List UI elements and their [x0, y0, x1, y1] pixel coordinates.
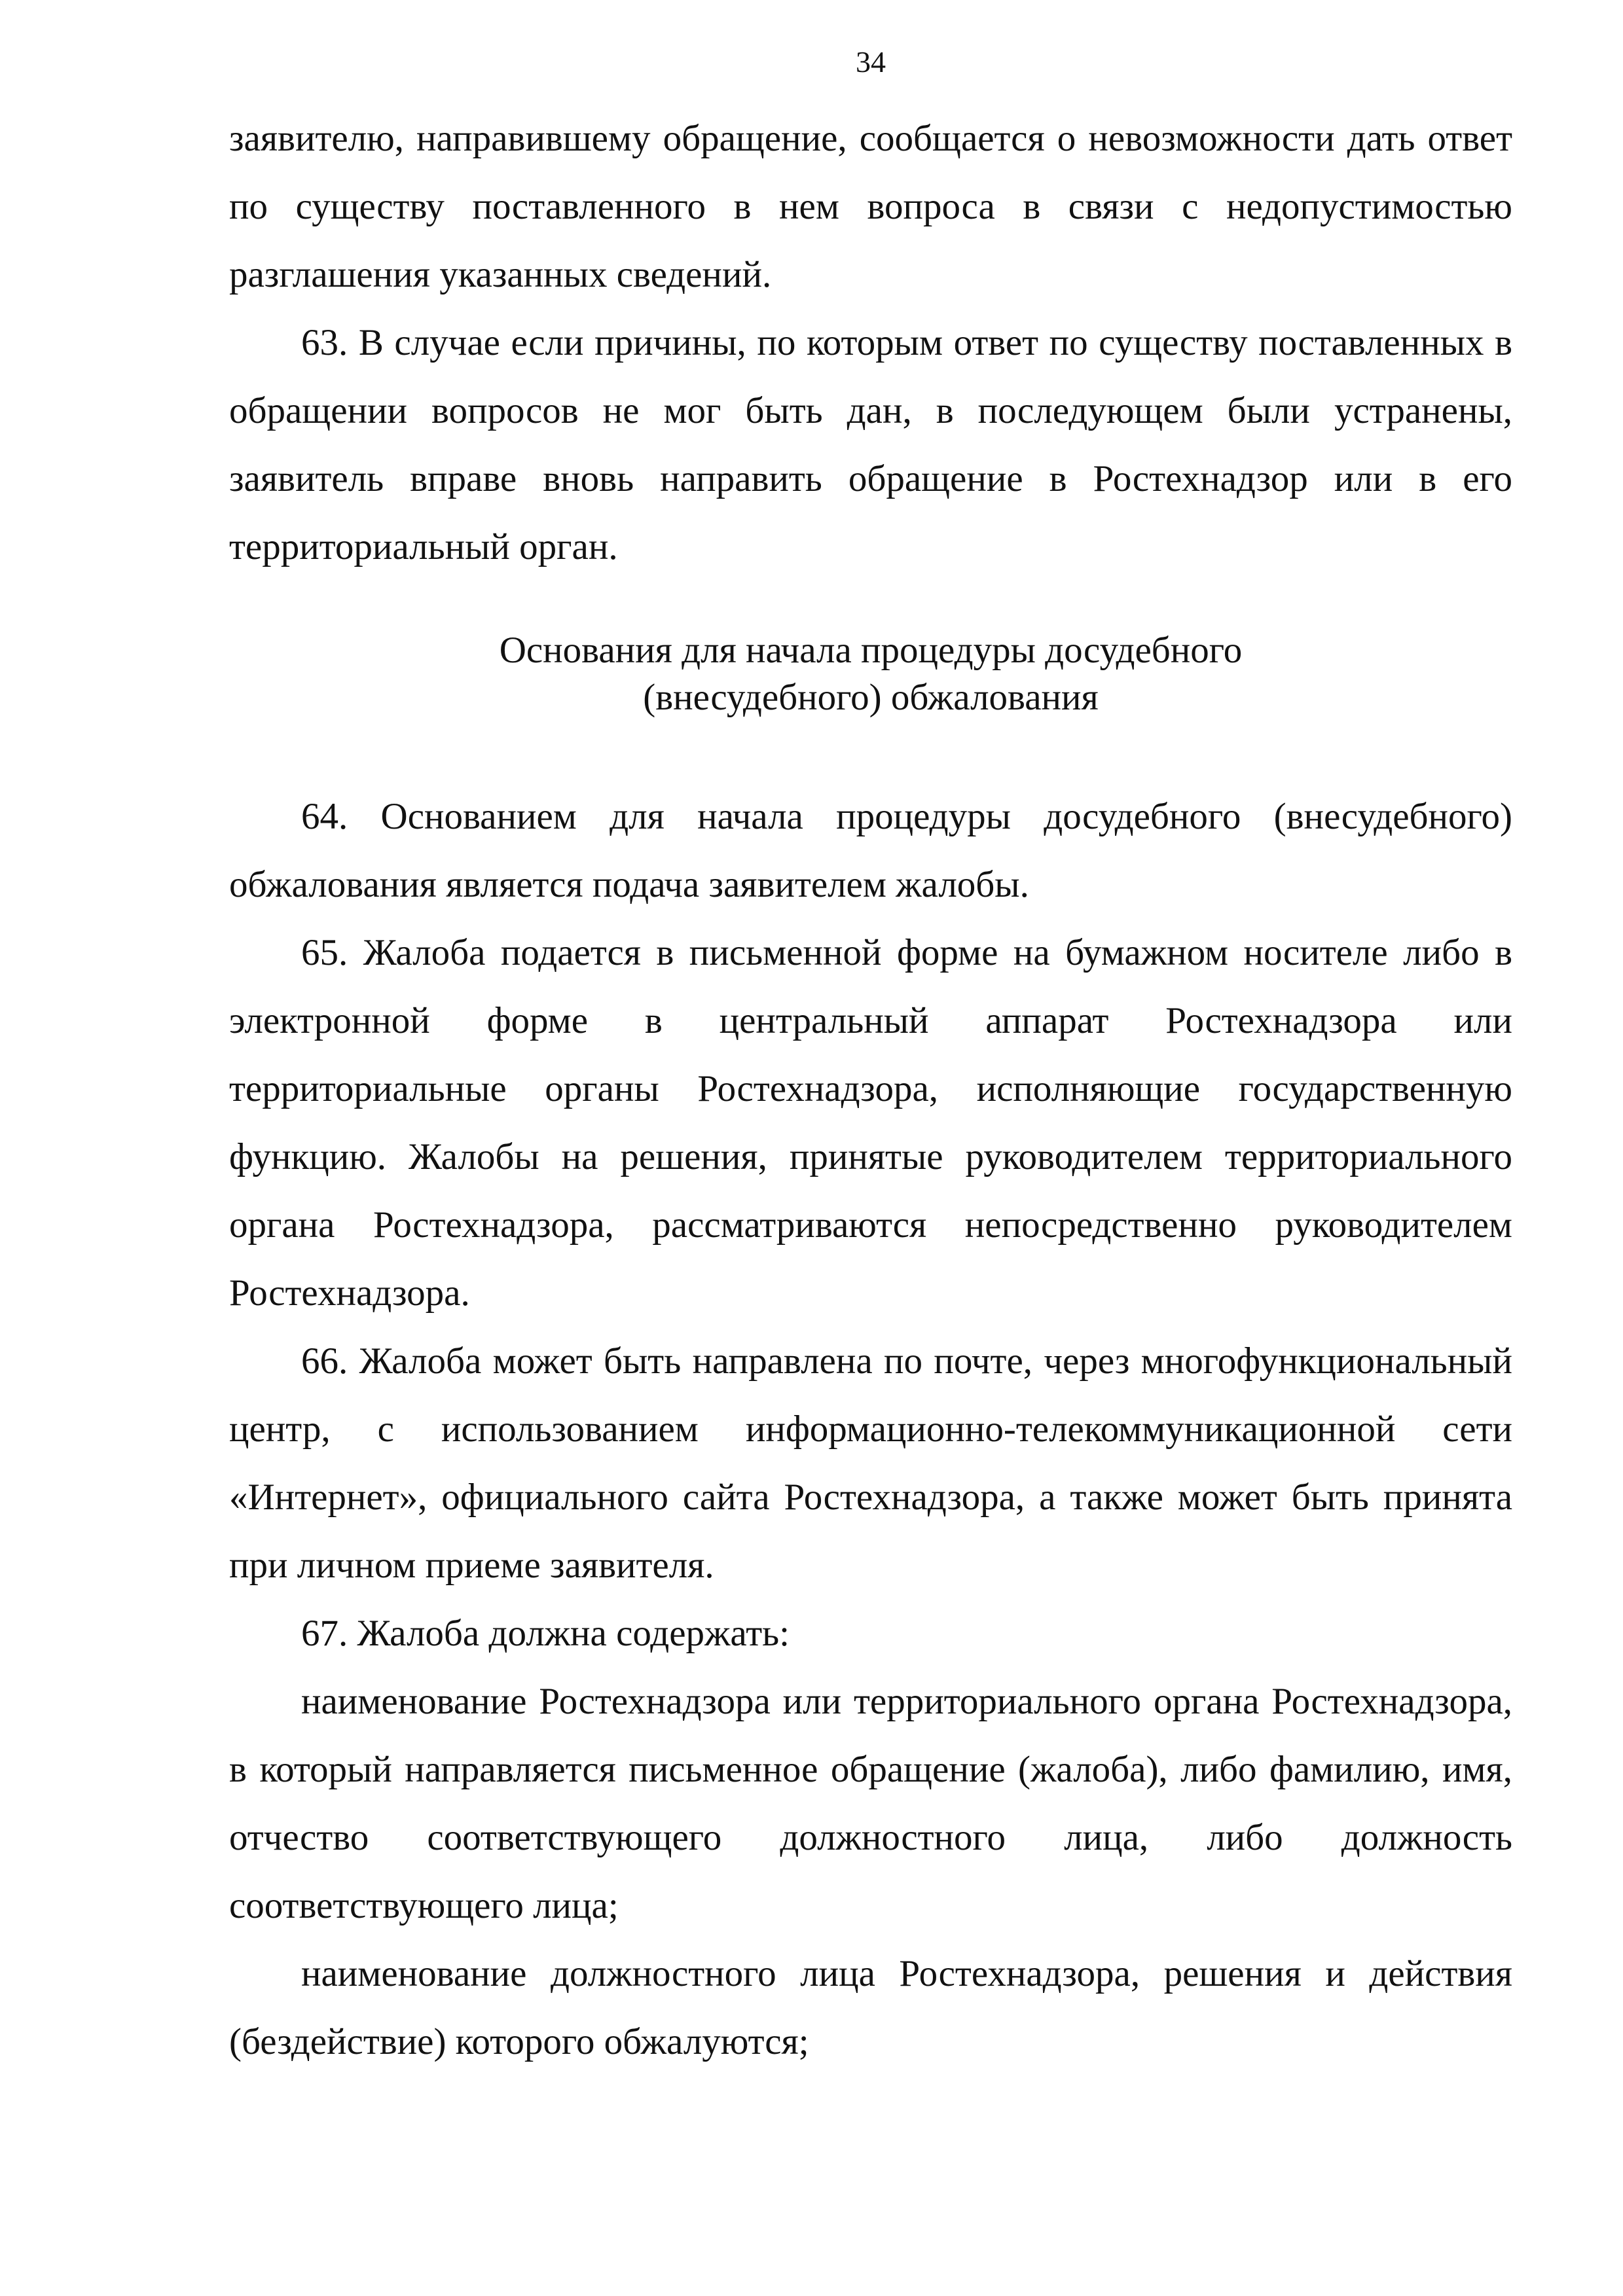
section-heading-line-1: Основания для начала процедуры досудебного: [499, 630, 1243, 671]
paragraph-67-item-2: наименование должностного лица Ростехнадзора, решения и действия (бездействие) которого обжалуются;: [229, 1953, 1512, 2062]
document-body: [229, 105, 1512, 2076]
paragraph-65: 65. Жалоба подается в письменной форме на бумажном носителе либо в электронной форме в центральный аппарат Ростехнадзора или территориальные органы Ростехнадзора, исполняющие государственную функцию. Жалобы на решения, принятые руководителем территориального органа Ростехнадзора, рассматриваются непосредственно руководителем Ростехнадзора.: [229, 932, 1512, 1314]
paragraph-continuation: заявителю, направившему обращение, сообщается о невозможности дать ответ по существу поставленного в нем вопроса в связи с недопустимостью разглашения указанных сведений.: [229, 118, 1512, 295]
page-number: 34: [856, 45, 886, 79]
paragraph-67-item-1: наименование Ростехнадзора или территориального органа Ростехнадзора, в который направляется письменное обращение (жалоба), либо фамилию, имя, отчество соответствующего должностного лица, либо должность соответствующего лица;: [229, 1681, 1512, 1926]
paragraph-63: 63. В случае если причины, по которым ответ по существу поставленных в обращении вопросов не мог быть дан, в последующем были устранены, заявитель вправе вновь направить обращение в Ростехнадзор или в его территориальный орган.: [229, 322, 1512, 567]
paragraph-66: 66. Жалоба может быть направлена по почте, через многофункциональный центр, с использованием информационно-телекоммуникационной сети «Интернет», официального сайта Ростехнадзора, а также может быть принята при личном приеме заявителя.: [229, 1340, 1512, 1586]
paragraph-64: 64. Основанием для начала процедуры досудебного (внесудебного) обжалования является подача заявителем жалобы.: [229, 796, 1512, 905]
section-heading-line-2: (внесудебного) обжалования: [643, 677, 1099, 718]
paragraph-67: 67. Жалоба должна содержать:: [301, 1613, 790, 1654]
section-heading: [229, 627, 1512, 721]
